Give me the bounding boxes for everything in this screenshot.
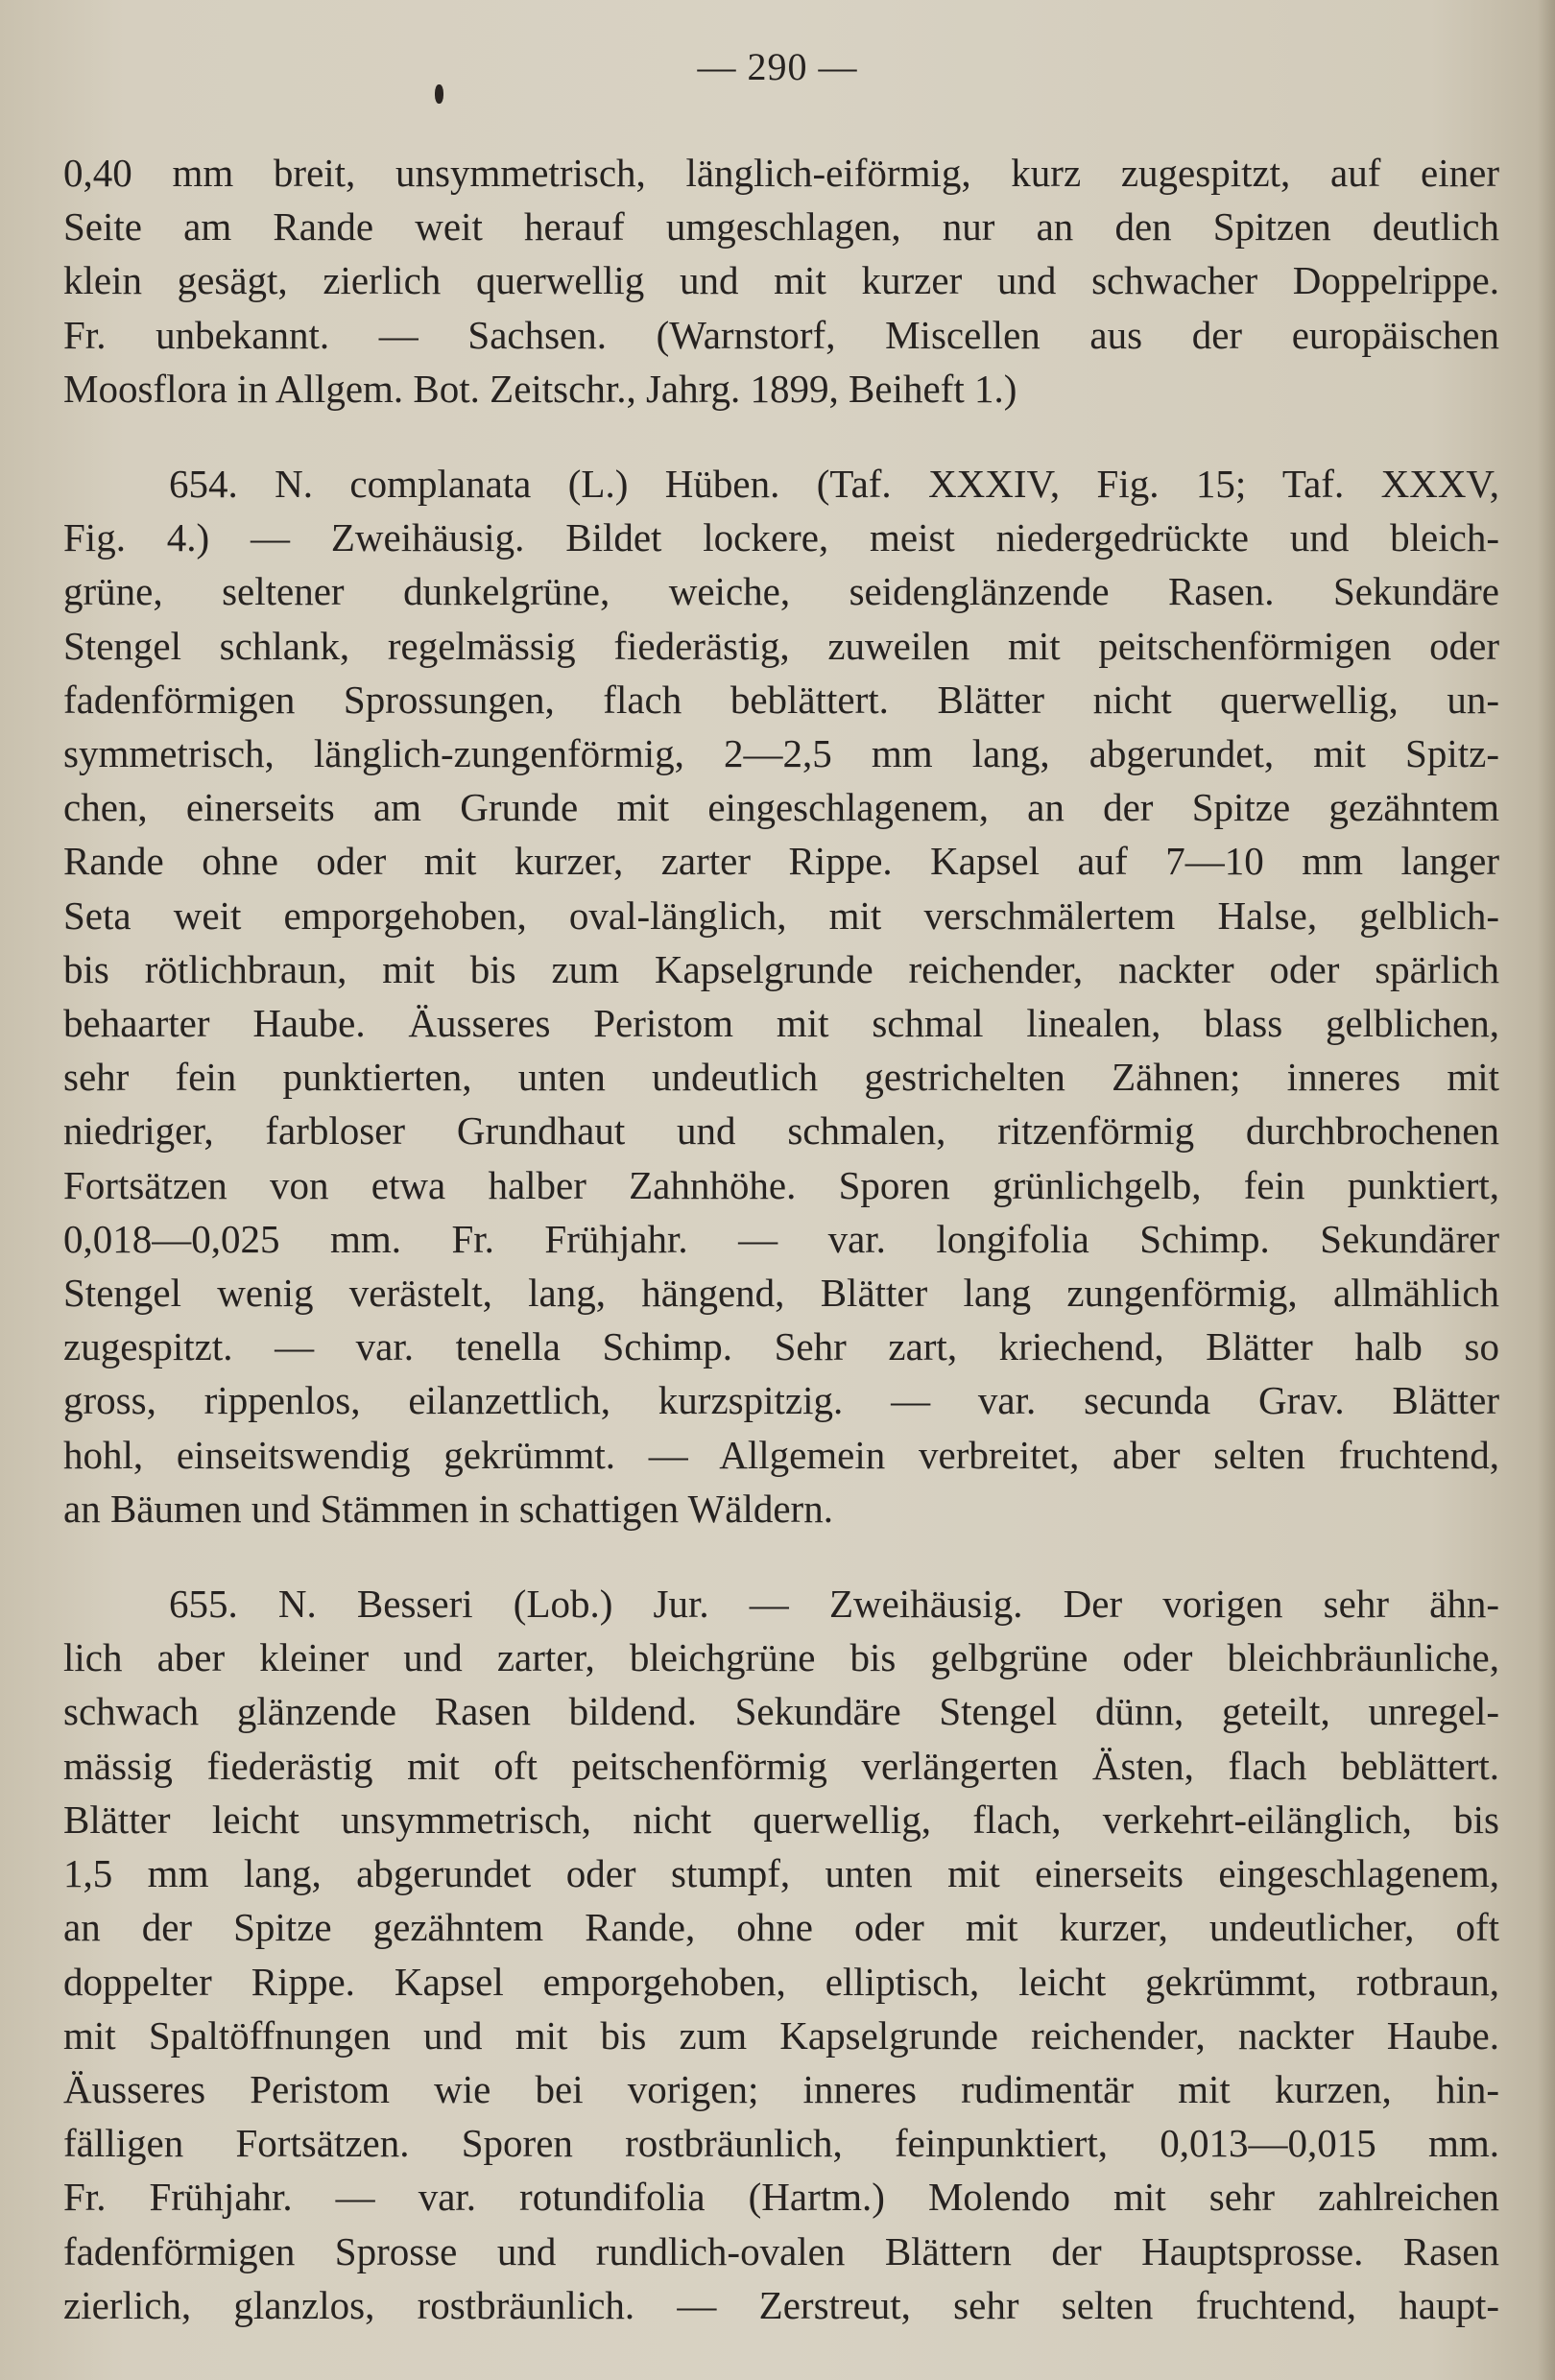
text-line: Seta weit emporgehoben, oval-länglich, mit verschmälertem Halse, gelblich- — [63, 892, 1499, 938]
entry-heading-line: 654. N. complanata (L.) Hüben. (Taf. XXXIV, Fig. 15; Taf. XXXV, — [169, 462, 1499, 507]
text-line: mit Spaltöffnungen und mit bis zum Kapselgrunde reichender, nackter Haube. — [63, 2012, 1499, 2058]
text-line: Moosflora in Allgem. Bot. Zeitschr., Jahrg. 1899, Beiheft 1.) — [63, 366, 1017, 411]
text-line: 0,40 mm breit, unsymmetrisch, länglich-eiförmig, kurz zugespitzt, auf einer — [63, 151, 1499, 195]
text-line: zugespitzt. — var. tenella Schimp. Sehr zart, kriechend, Blätter halb so — [63, 1324, 1499, 1369]
paragraph-entry-655 — [63, 1577, 1499, 2332]
text-line: 1,5 mm lang, abgerundet oder stumpf, unten mit einerseits eingeschlagenem, — [63, 1851, 1499, 1896]
text-line: klein gesägt, zierlich querwellig und mit kurzer und schwacher Doppelrippe. — [63, 258, 1499, 303]
text-line: schwach glänzende Rasen bildend. Sekundäre Stengel dünn, geteilt, unregel- — [63, 1689, 1499, 1734]
text-line: zierlich, glanzlos, rostbräunlich. — Zerstreut, sehr selten fruchtend, haupt- — [63, 2282, 1499, 2327]
text-line: Rande ohne oder mit kurzer, zarter Rippe. Kapsel auf 7—10 mm langer — [63, 839, 1499, 884]
text-line: Stengel schlank, regelmässig fiederästig, zuweilen mit peitschenförmigen oder — [63, 623, 1499, 668]
text-line: doppelter Rippe. Kapsel emporgehoben, elliptisch, leicht gekrümmt, rotbraun, — [63, 1959, 1499, 2004]
text-line: fadenförmigen Sprossungen, flach beblättert. Blätter nicht querwellig, un- — [63, 677, 1499, 722]
text-line: an Bäumen und Stämmen in schattigen Wäldern. — [63, 1486, 833, 1531]
text-line: niedriger, farbloser Grundhaut und schmalen, ritzenförmig durchbrochenen — [63, 1108, 1499, 1154]
text-line: fadenförmigen Sprosse und rundlich-ovalen Blättern der Hauptsprosse. Rasen — [63, 2228, 1499, 2273]
text-line: hohl, einseitswendig gekrümmt. — Allgemein verbreitet, aber selten fruchtend, — [63, 1432, 1499, 1477]
page-number: — 290 — — [697, 45, 858, 88]
text-line: sehr fein punktierten, unten undeutlich gestrichelten Zähnen; inneres mit — [63, 1055, 1499, 1100]
paragraph-entry-654 — [63, 457, 1499, 1535]
text-line: Fig. 4.) — Zweihäusig. Bildet lockere, meist niedergedrückte und bleich- — [63, 515, 1499, 560]
text-line: Fr. Frühjahr. — var. rotundifolia (Hartm.) Molendo mit sehr zahlreichen — [63, 2175, 1499, 2220]
paragraph-continuation — [63, 146, 1499, 416]
text-line: an der Spitze gezähntem Rande, ohne oder mit kurzer, undeutlicher, oft — [63, 1905, 1499, 1950]
text-line: Seite am Rande weit herauf umgeschlagen, nur an den Spitzen deutlich — [63, 204, 1499, 250]
text-line: behaarter Haube. Äusseres Peristom mit schmal linealen, blass gelblichen, — [63, 1001, 1499, 1046]
text-line: symmetrisch, länglich-zungenförmig, 2—2,5 mm lang, abgerundet, mit Spitz- — [63, 731, 1499, 776]
text-line: fälligen Fortsätzen. Sporen rostbräunlich, feinpunktiert, 0,013—0,015 mm. — [63, 2121, 1499, 2166]
text-line: gross, rippenlos, eilanzettlich, kurzspitzig. — var. secunda Grav. Blätter — [63, 1378, 1499, 1423]
text-line: 0,018—0,025 mm. Fr. Frühjahr. — var. longifolia Schimp. Sekundärer — [63, 1216, 1499, 1261]
text-line: Fr. unbekannt. — Sachsen. (Warnstorf, Miscellen aus der europäischen — [63, 312, 1499, 357]
text-line: lich aber kleiner und zarter, bleichgrüne bis gelbgrüne oder bleichbräunliche, — [63, 1635, 1499, 1680]
entry-heading-line: 655. N. Besseri (Lob.) Jur. — Zweihäusig. Der vorigen sehr ähn- — [169, 1582, 1499, 1627]
text-line: grüne, seltener dunkelgrüne, weiche, seidenglänzende Rasen. Sekundäre — [63, 569, 1499, 614]
body-text — [63, 146, 1499, 2332]
text-line: chen, einerseits am Grunde mit eingeschlagenem, an der Spitze gezähntem — [63, 785, 1499, 830]
page-edge-shadow — [1538, 0, 1555, 2380]
text-line: Blätter leicht unsymmetrisch, nicht querwellig, flach, verkehrt-eilänglich, bis — [63, 1797, 1499, 1842]
text-line: Fortsätzen von etwa halber Zahnhöhe. Sporen grünlichgelb, fein punktiert, — [63, 1162, 1499, 1207]
text-line: Stengel wenig verästelt, lang, hängend, Blätter lang zungenförmig, allmählich — [63, 1271, 1499, 1316]
text-line: bis rötlichbraun, mit bis zum Kapselgrunde reichender, nackter oder spärlich — [63, 946, 1499, 991]
text-line: mässig fiederästig mit oft peitschenförmig verlängerten Ästen, flach beblättert. — [63, 1743, 1499, 1788]
text-line: Äusseres Peristom wie bei vorigen; inneres rudimentär mit kurzen, hin- — [63, 2066, 1499, 2111]
